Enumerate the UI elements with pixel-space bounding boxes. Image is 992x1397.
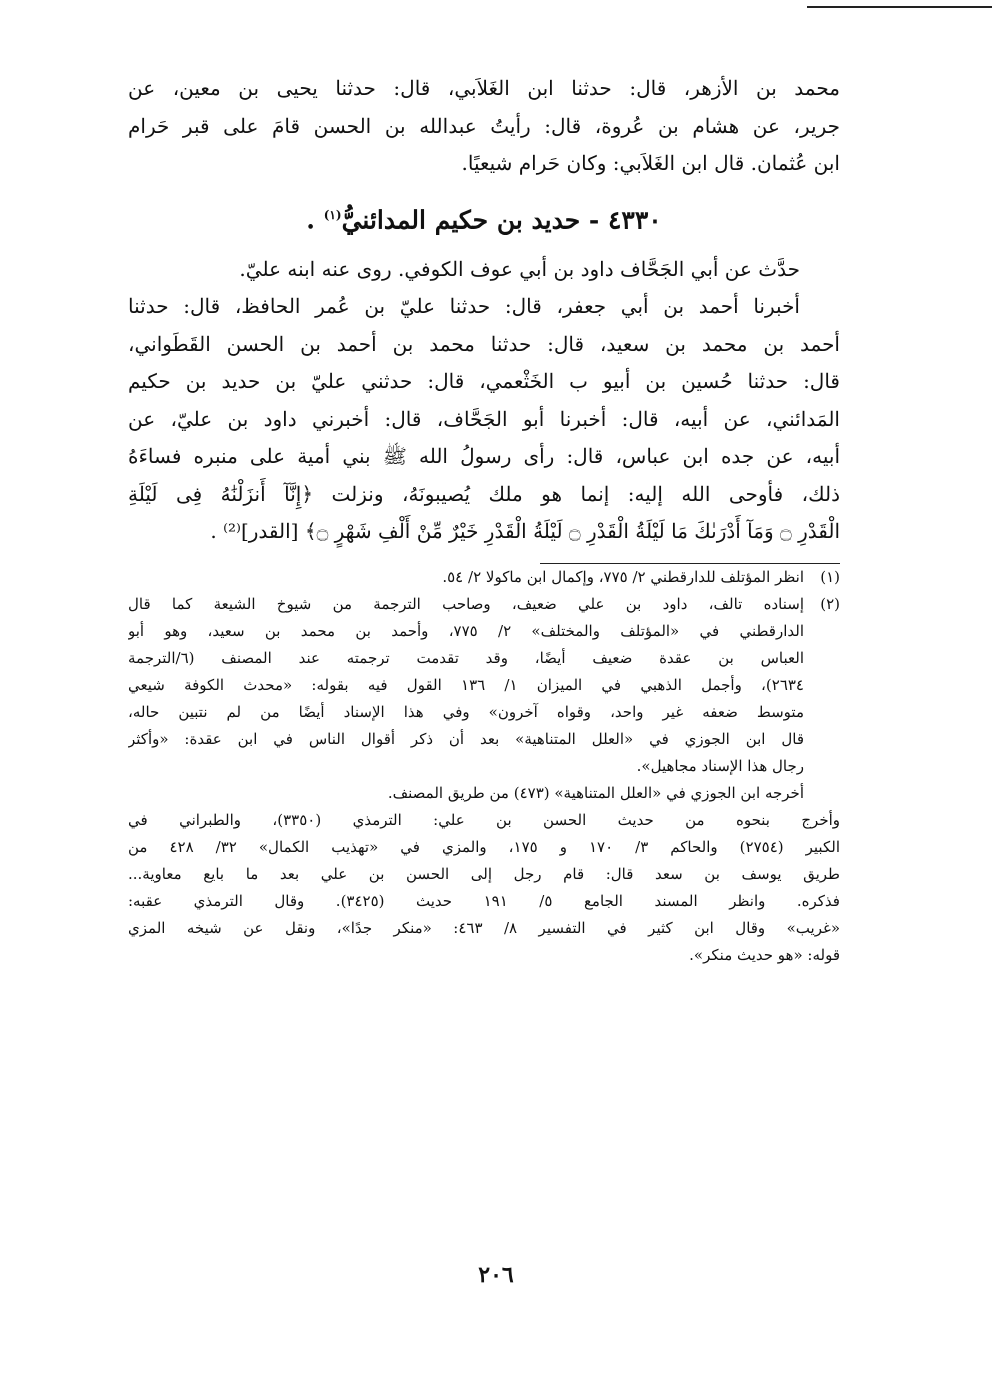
footnote-line: العباس بن عقدة ضعيف أيضًا، وقد تقدمت ترجمته عند المصنف (٦/الترجمة xyxy=(128,648,804,667)
footnote-number: (٢) xyxy=(820,594,840,613)
text-line: أبيه، عن جده ابن عباس، قال: رأى رسولُ الله ﷺ بني أمية على منبره فساءَهُ xyxy=(128,444,840,468)
footnote-1 xyxy=(128,564,840,591)
page-body xyxy=(128,70,840,969)
entry-isnad xyxy=(128,288,840,551)
text-line: قال: حدثنا حُسين بن أبيو ب الخَثْعمي، قال: حدثني عليّ بن حديد بن حكيم xyxy=(128,369,840,393)
footnote-line: أخرجه ابن الجوزي في «العلل المتناهية» (٤٧٣) من طريق المصنف. xyxy=(387,783,804,802)
entry-heading xyxy=(128,189,840,241)
top-rule xyxy=(807,6,992,8)
footnote-marker: (١) xyxy=(323,207,342,222)
footnotes xyxy=(128,564,840,969)
footnote-number: (١) xyxy=(820,567,840,586)
entry-heading-text: ٤٣٣٠ - حديد بن حكيم المدائنيُّ xyxy=(341,204,662,234)
footnote-line: رجال هذا الإسناد مجاهيل». xyxy=(636,756,804,775)
text-line: ابن عُثمان. قال ابن الغَلاَبي: وكان حَرام شيعيًا. xyxy=(461,151,840,175)
footnote-line: الدارقطني في «المؤتلف والمختلف» ٢/ ٧٧٥، وأحمد بن محمد بن سعيد، وهو أبو xyxy=(128,621,804,640)
entry-intro: حدَّث عن أبي الجَحَّاف داود بن أبي عوف الكوفي. روى عنه ابنه عليّ. xyxy=(239,256,800,281)
text-line: محمد بن الأزهر، قال: حدثنا ابن الغَلاَبي، قال: حدثنا يحيى بن معين، عن xyxy=(128,76,840,100)
footnote-line: «غريب» وقال ابن كثير في التفسير ٨/ ٤٦٣: «منكر جدًا»، ونقل عن شيخه المزي xyxy=(128,918,840,937)
text-line: أحمد بن محمد بن سعيد، قال: حدثنا محمد بن أحمد بن الحسن القَطَواني، xyxy=(128,331,840,356)
footnote-line: وأخرج بنحوه من حديث الحسن بن علي: الترمذي (٣٣٥٠)، والطبراني في xyxy=(128,810,840,829)
footnote-line: قال ابن الجوزي في «العلل المتناهية» بعد أن ذكر أقوال الناس في ابن عقدة: «وأكثر xyxy=(128,729,804,748)
text-line: أخبرنا أحمد بن أبي جعفر، قال: حدثنا عليّ بن عُمر الحافظ، قال: حدثنا xyxy=(128,294,800,318)
footnote-2 xyxy=(128,591,840,780)
paragraph-continuation xyxy=(128,70,840,183)
footnote-line: ٢٦٣٤)، وأجمل الذهبي في الميزان ١/ ١٣٦ القول فيه بقوله: «محدث الكوفة شيعي xyxy=(128,675,804,694)
footnote-line: فذكره. وانظر المسند الجامع ٥/ ١٩١ حديث (٣٤٢٥). وقال الترمذي عقبه: xyxy=(128,891,840,910)
text-line: الْقَدْرِ ۝ وَمَآ أَدْرَىٰكَ مَا لَيْلَةُ الْقَدْرِ ۝ لَيْلَةُ الْقَدْرِ خَيْرٌ مِّنْ أَلْفِ شَهْرٍ ۝﴾ [القدر]⁽²⁾ . xyxy=(210,519,840,543)
text-line: جرير، عن هشام بن عُروة، قال: رأيتُ عبدالله بن الحسن قامَ على قبر حَرام xyxy=(128,113,840,138)
footnote-line: إسناده تالف، داود بن علي ضعيف، وصاحب الترجمة من شيوخ الشيعة كما قال xyxy=(128,594,804,613)
text-line: المَدائني، عن أبيه، قال: أخبرنا أبو الجَحَّاف، قال: أخبرني داود بن عليّ، عن xyxy=(128,406,840,431)
footnote-line: قوله: «هو حديث منكر». xyxy=(689,945,840,964)
footnote-line: الكبير (٢٧٥٤) والحاكم ٣/ ١٧٠ و ١٧٥، والمزي في «تهذيب الكمال» ٣٢/ ٤٢٨ من xyxy=(128,837,840,856)
footnote-2-continuation xyxy=(128,780,840,969)
page-number: ٢٠٦ xyxy=(478,1262,514,1288)
heading-end: . xyxy=(306,204,316,234)
text-line: ذلك، فأوحى الله إليه: إنما هو ملك يُصيبونَهُ، ونزلت ﴿إِنَّآ أَنزَلْنَٰهُ فِى لَيْلَةِ xyxy=(128,481,840,506)
footnote-line: انظر المؤتلف للدارقطني ٢/ ٧٧٥، وإكمال ابن ماكولا ٢/ ٥٤. xyxy=(442,567,804,586)
footnote-line: طريق يوسف بن سعد قال: قام رجل إلى الحسن بن علي بعد ما بايع معاوية... xyxy=(128,864,840,883)
footnote-line: متوسط ضعفه غير واحد، وقواه آخرون» وفي هذا الإسناد أيضًا من لم نتبين حاله، xyxy=(128,702,804,721)
